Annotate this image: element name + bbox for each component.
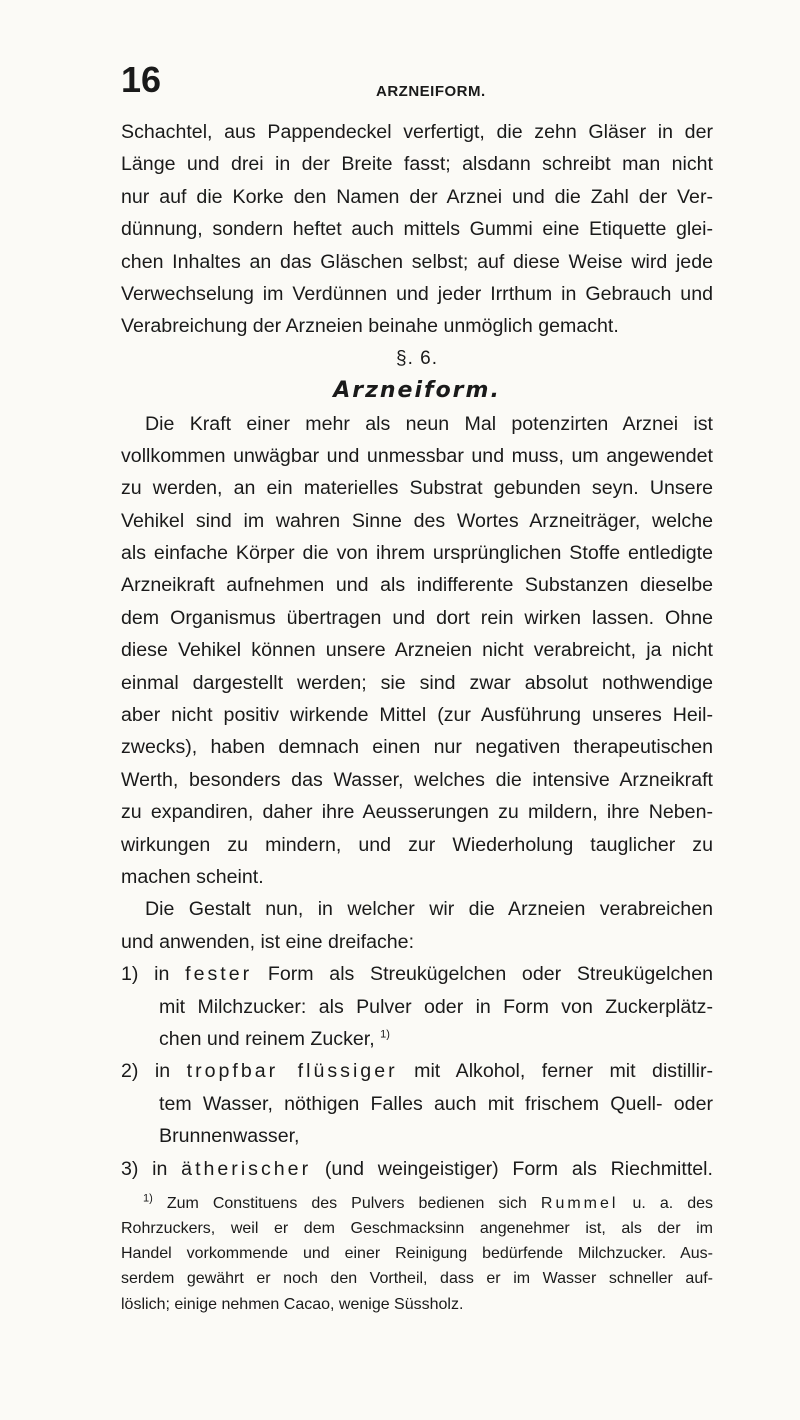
list-item-1 xyxy=(121,958,713,990)
footnote-text: u. a. des xyxy=(632,1194,713,1212)
text-line: diese Vehikel können unsere Arzneien nicht verabreicht, ja nicht xyxy=(121,639,713,662)
text-line: dem Organismus übertragen und dort rein wirken lassen. Ohne xyxy=(121,606,713,629)
list-text: mit Alkohol, ferner mit distillir- xyxy=(414,1060,713,1083)
section-number: §. 6. xyxy=(396,347,438,369)
text-line xyxy=(121,1023,713,1055)
footnote-author: Rummel xyxy=(540,1194,619,1212)
list-text: (und weingeistiger) Form als Riechmittel. xyxy=(324,1157,713,1180)
footnote-line: Handel vorkommende und einer Reinigung bedürfende Milchzucker. Aus- xyxy=(121,1245,713,1263)
footnote-line: Rohrzuckers, weil er dem Geschmacksinn angenehmer ist, als der im xyxy=(121,1220,713,1238)
text-line: zu expandiren, daher ihre Aeusserungen zu mildern, ihre Neben- xyxy=(121,801,713,824)
text-line: aber nicht positiv wirkende Mittel (zur Ausführung unseres Heil- xyxy=(121,704,713,727)
text-line: Werth, besonders das Wasser, welches die intensive Arzneikraft xyxy=(121,768,713,791)
page-number: 16 xyxy=(121,59,162,100)
text-line: Die Kraft einer mehr als neun Mal potenzirten Arznei ist xyxy=(145,412,713,435)
list-prefix: in xyxy=(152,1157,168,1180)
text-line: einmal dargestellt werden; sie sind zwar absolut nothwendige xyxy=(121,671,713,694)
list-prefix: in xyxy=(154,963,170,986)
list-prefix: in xyxy=(154,1060,171,1083)
text-line: chen Inhaltes an das Gläschen selbst; auf diese Weise wird jede xyxy=(121,250,713,273)
text-line: Vehikel sind im wahren Sinne des Wortes Arzneiträger, welche xyxy=(121,509,713,532)
section-title: Arzneiform. xyxy=(333,378,501,404)
footnote-line xyxy=(121,1191,713,1216)
list-item-2 xyxy=(121,1055,713,1087)
page-text xyxy=(121,116,713,1317)
text-line: Verabreichung der Arzneien beinahe unmöglich gemacht. xyxy=(121,315,619,338)
footnote-marker: 1) xyxy=(143,1192,153,1205)
text-line: zwecks), haben demnach einen nur negativen therapeutischen xyxy=(121,736,713,759)
text-line: Arzneikraft aufnehmen und als indifferente Substanzen dieselbe xyxy=(121,574,713,597)
text-line: machen scheint. xyxy=(121,865,264,888)
text-line: tem Wasser, nöthigen Falles auch mit frischem Quell- oder xyxy=(159,1092,713,1115)
footnote-line: löslich; einige nehmen Cacao, wenige Süssholz. xyxy=(121,1295,464,1313)
text-line: Schachtel, aus Pappendeckel verfertigt, die zehn Gläser in der xyxy=(121,121,713,143)
list-text: chen und reinem Zucker, xyxy=(159,1027,375,1050)
text-line: Die Gestalt nun, in welcher wir die Arzneien verabreichen xyxy=(145,898,713,921)
footnote-line: serdem gewährt er noch den Vortheil, dass er im Wasser schneller auf- xyxy=(121,1270,713,1288)
text-line: Länge und drei in der Breite fasst; alsdann schreibt man nicht xyxy=(121,153,713,176)
text-line: als einfache Körper die von ihrem ursprünglichen Stoffe entledigte xyxy=(121,542,713,565)
list-text: Form als Streukügelchen oder Streukügelchen xyxy=(267,963,713,986)
footnote-text: Zum Constituens des Pulvers bedienen sich xyxy=(166,1194,527,1212)
text-line: Brunnenwasser, xyxy=(159,1125,300,1148)
running-title: ARZNEIFORM. xyxy=(376,83,486,100)
text-line: zu werden, an ein materielles Substrat gebunden seyn. Unsere xyxy=(121,477,713,500)
text-line: nur auf die Korke den Namen der Arznei und die Zahl der Ver- xyxy=(121,185,713,208)
list-number: 2) xyxy=(121,1060,139,1083)
list-number: 3) xyxy=(121,1157,139,1180)
list-number: 1) xyxy=(121,963,139,986)
text-line: wirkungen zu mindern, und zur Wiederholung tauglicher zu xyxy=(121,833,713,856)
list-emphasis: fester xyxy=(185,963,253,986)
list-emphasis: tropfbar flüssiger xyxy=(186,1060,398,1083)
text-line: vollkommen unwägbar und unmessbar und muss, um angewendet xyxy=(121,444,713,467)
text-line: dünnung, sondern heftet auch mittels Gummi eine Etiquette glei- xyxy=(121,218,713,241)
text-line: mit Milchzucker: als Pulver oder in Form von Zuckerplätz- xyxy=(159,995,713,1018)
footnote-ref: 1) xyxy=(380,1028,390,1041)
text-line: und anwenden, ist eine dreifache: xyxy=(121,930,415,953)
text-line: Verwechselung im Verdünnen und jeder Irrthum in Gebrauch und xyxy=(121,282,713,305)
list-item-3 xyxy=(121,1153,713,1185)
list-emphasis: ätherischer xyxy=(181,1157,312,1180)
